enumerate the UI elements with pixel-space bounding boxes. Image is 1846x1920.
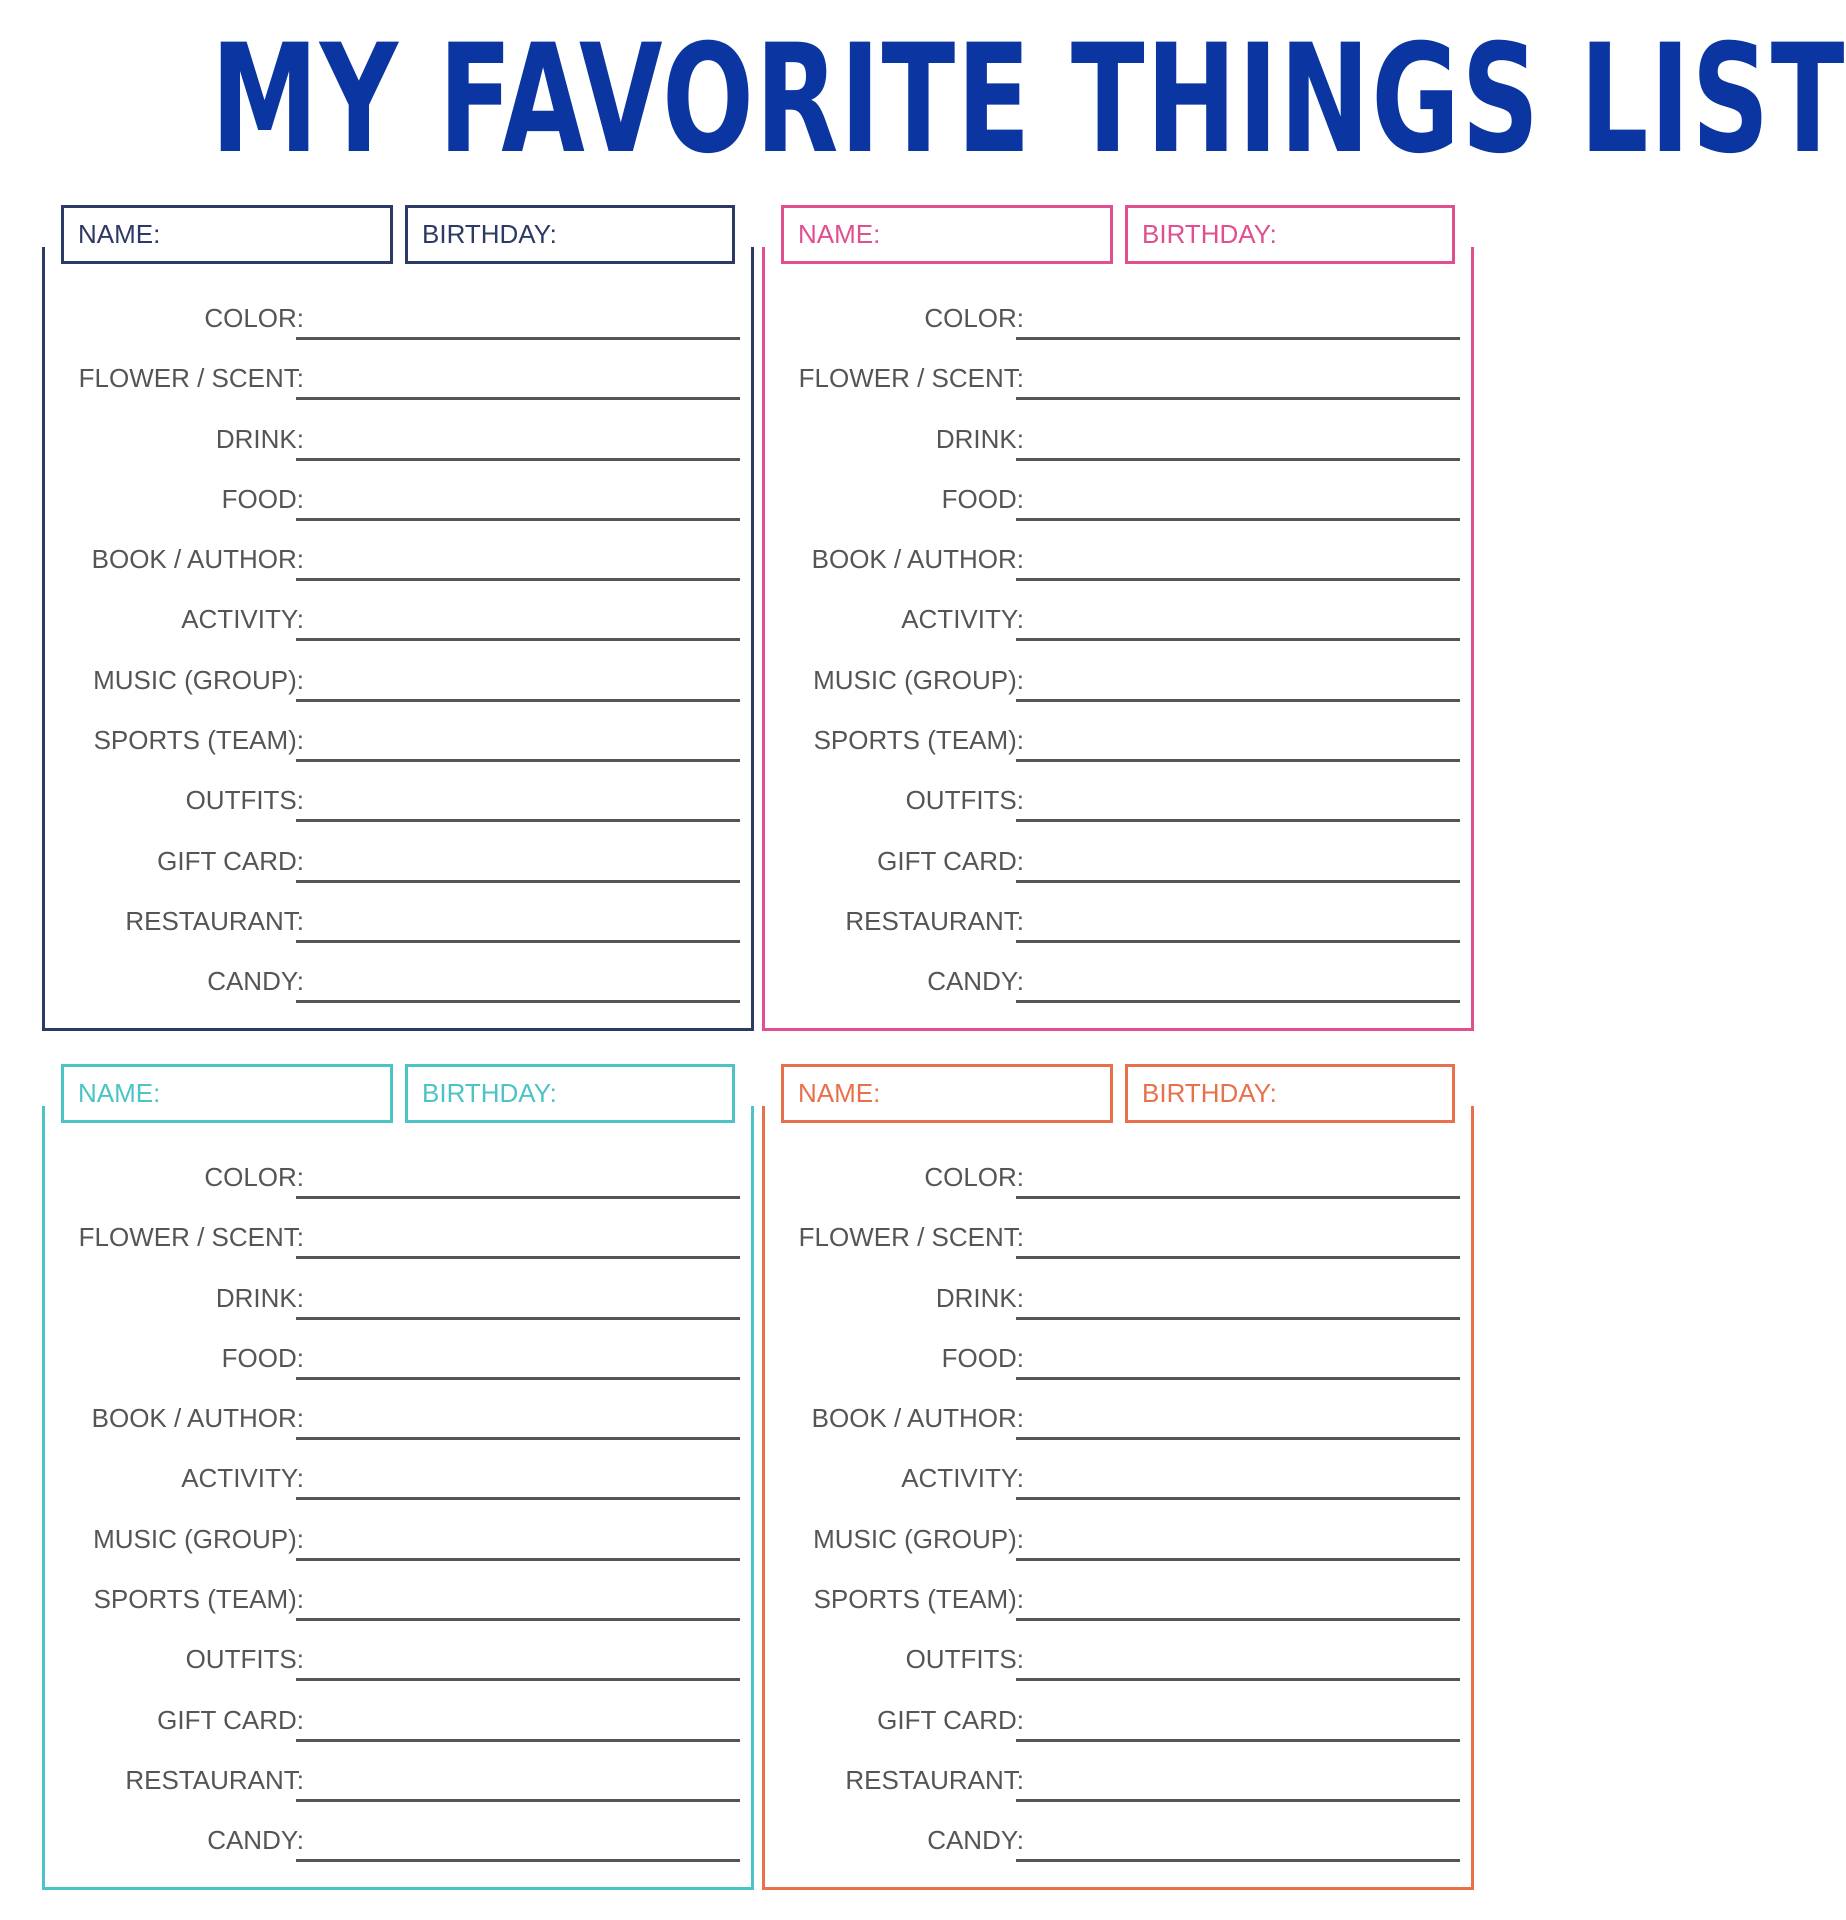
write-in-line[interactable] [1016,819,1460,822]
write-in-line[interactable] [1016,1497,1460,1500]
write-in-line[interactable] [1016,397,1460,400]
field-row [762,416,1468,476]
field-label: FOOD: [221,483,304,514]
field-label: FLOWER / SCENT: [798,1222,1024,1253]
write-in-line[interactable] [1016,699,1460,702]
field-row [762,596,1468,656]
field-label: DRINK: [935,1282,1024,1313]
field-label: ACTIVITY: [901,604,1024,635]
field-row [762,1395,1468,1455]
field-row [42,1697,748,1757]
birthday-field[interactable]: BIRTHDAY: [405,205,735,264]
field-row [42,536,748,596]
name-field[interactable]: NAME: [61,1064,393,1123]
write-in-line[interactable] [1016,1618,1460,1621]
field-list [762,1154,1468,1878]
field-row [762,1757,1468,1817]
field-label: ACTIVITY: [181,1463,304,1494]
write-in-line[interactable] [1016,1256,1460,1259]
field-label: RESTAURANT: [845,1764,1024,1795]
field-label: GIFT CARD: [877,845,1024,876]
field-label: ACTIVITY: [181,604,304,635]
field-row [762,958,1468,1018]
field-row [762,295,1468,355]
field-label: FLOWER / SCENT: [798,363,1024,394]
field-row [42,657,748,717]
field-label: MUSIC (GROUP): [93,1523,304,1554]
field-row [762,1576,1468,1636]
field-label: CANDY: [927,966,1024,997]
field-row [762,476,1468,536]
field-label: COLOR: [924,303,1024,333]
write-in-line[interactable] [296,1558,740,1561]
write-in-line[interactable] [296,1000,740,1003]
field-row [42,1335,748,1395]
write-in-line[interactable] [296,458,740,461]
field-row [42,1455,748,1515]
field-row [42,596,748,656]
favorites-card-teal [42,1064,752,1888]
field-row [762,1817,1468,1877]
field-label: ACTIVITY: [901,1463,1024,1494]
write-in-line[interactable] [296,1799,740,1802]
favorites-card-pink [762,205,1472,1029]
write-in-line[interactable] [1016,1437,1460,1440]
field-label: CANDY: [927,1825,1024,1856]
birthday-field[interactable]: BIRTHDAY: [1125,205,1455,264]
write-in-line[interactable] [1016,638,1460,641]
field-row [762,1516,1468,1576]
write-in-line[interactable] [296,638,740,641]
field-row [42,476,748,536]
write-in-line[interactable] [1016,337,1460,340]
write-in-line[interactable] [296,819,740,822]
write-in-line[interactable] [296,337,740,340]
field-label: FLOWER / SCENT: [78,1222,304,1253]
write-in-line[interactable] [1016,1739,1460,1742]
field-row [42,1817,748,1877]
field-row [42,1214,748,1274]
field-label: OUTFITS: [905,785,1024,816]
field-row [762,838,1468,898]
write-in-line[interactable] [296,1618,740,1621]
write-in-line[interactable] [1016,1000,1460,1003]
field-row [42,1757,748,1817]
write-in-line[interactable] [296,397,740,400]
write-in-line[interactable] [1016,1317,1460,1320]
write-in-line[interactable] [1016,458,1460,461]
field-row [42,1154,748,1214]
page-title: MY FAVORITE THINGS LIST [210,13,1846,187]
write-in-line[interactable] [1016,1678,1460,1681]
name-field[interactable]: NAME: [781,205,1113,264]
field-row [762,1455,1468,1515]
field-row [42,838,748,898]
field-row [762,657,1468,717]
field-label: DRINK: [215,1282,304,1313]
write-in-line[interactable] [1016,1859,1460,1862]
write-in-line[interactable] [296,1256,740,1259]
field-row [762,355,1468,415]
write-in-line[interactable] [296,1739,740,1742]
field-row [42,1516,748,1576]
field-row [42,416,748,476]
field-row [42,1636,748,1696]
favorites-card-orange [762,1064,1472,1888]
birthday-field[interactable]: BIRTHDAY: [1125,1064,1455,1123]
field-list [42,295,748,1019]
field-row [762,777,1468,837]
favorites-card-navy [42,205,752,1029]
field-label: OUTFITS: [185,785,304,816]
field-label: RESTAURANT: [845,905,1024,936]
write-in-line[interactable] [296,1377,740,1380]
field-label: MUSIC (GROUP): [93,664,304,695]
field-label: SPORTS (TEAM): [93,1584,304,1615]
write-in-line[interactable] [296,578,740,581]
field-label: CANDY: [207,966,304,997]
write-in-line[interactable] [296,880,740,883]
write-in-line[interactable] [296,1497,740,1500]
field-list [762,295,1468,1019]
field-row [42,355,748,415]
write-in-line[interactable] [1016,759,1460,762]
write-in-line[interactable] [1016,1558,1460,1561]
write-in-line[interactable] [1016,1377,1460,1380]
field-label: COLOR: [204,303,304,333]
field-label: GIFT CARD: [157,1704,304,1735]
field-label: OUTFITS: [185,1644,304,1675]
write-in-line[interactable] [1016,578,1460,581]
field-label: CANDY: [207,1825,304,1856]
field-label: FOOD: [221,1342,304,1373]
write-in-line[interactable] [296,1678,740,1681]
field-label: FOOD: [941,483,1024,514]
write-in-line[interactable] [296,1859,740,1862]
field-label: RESTAURANT: [125,1764,304,1795]
field-list [42,1154,748,1878]
field-label: MUSIC (GROUP): [813,1523,1024,1554]
write-in-line[interactable] [1016,880,1460,883]
field-label: BOOK / AUTHOR: [91,1403,304,1434]
field-row [42,1395,748,1455]
field-label: SPORTS (TEAM): [813,1584,1024,1615]
birthday-field[interactable]: BIRTHDAY: [405,1064,735,1123]
write-in-line[interactable] [1016,1799,1460,1802]
field-label: FLOWER / SCENT: [78,363,304,394]
field-label: SPORTS (TEAM): [93,725,304,756]
write-in-line[interactable] [1016,1196,1460,1199]
field-label: GIFT CARD: [877,1704,1024,1735]
write-in-line[interactable] [1016,518,1460,521]
field-row [762,1697,1468,1757]
field-row [762,536,1468,596]
field-row [42,1275,748,1335]
write-in-line[interactable] [296,1437,740,1440]
write-in-line[interactable] [296,1196,740,1199]
field-row [762,1275,1468,1335]
write-in-line[interactable] [1016,940,1460,943]
field-row [762,717,1468,777]
field-label: BOOK / AUTHOR: [811,544,1024,575]
field-row [762,1214,1468,1274]
field-label: SPORTS (TEAM): [813,725,1024,756]
field-label: GIFT CARD: [157,845,304,876]
field-row [42,958,748,1018]
name-field[interactable]: NAME: [61,205,393,264]
write-in-line[interactable] [296,940,740,943]
field-label: COLOR: [204,1162,304,1192]
field-label: BOOK / AUTHOR: [91,544,304,575]
field-label: BOOK / AUTHOR: [811,1403,1024,1434]
field-label: DRINK: [935,423,1024,454]
field-row [762,898,1468,958]
field-row [42,717,748,777]
field-row [762,1636,1468,1696]
field-row [42,898,748,958]
field-row [42,295,748,355]
write-in-line[interactable] [296,518,740,521]
field-row [42,777,748,837]
field-row [762,1154,1468,1214]
field-label: MUSIC (GROUP): [813,664,1024,695]
field-row [42,1576,748,1636]
write-in-line[interactable] [296,1317,740,1320]
write-in-line[interactable] [296,699,740,702]
name-field[interactable]: NAME: [781,1064,1113,1123]
field-row [762,1335,1468,1395]
write-in-line[interactable] [296,759,740,762]
field-label: FOOD: [941,1342,1024,1373]
field-label: COLOR: [924,1162,1024,1192]
field-label: OUTFITS: [905,1644,1024,1675]
field-label: RESTAURANT: [125,905,304,936]
field-label: DRINK: [215,423,304,454]
